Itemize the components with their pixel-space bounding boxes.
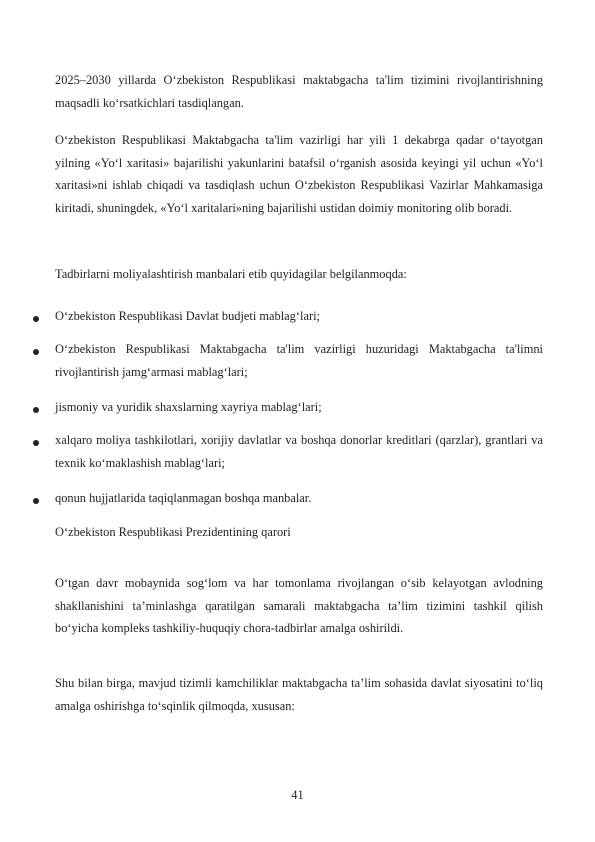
ministry-paragraph: O‘zbekiston Respublikasi Maktabgacha ta'lim vazirligi har yili 1 dekabrga qadar o‘tayotgan yilning «Yo‘l xaritasi» bajarilishi yakunlarini batafsil o‘rganish asosida keyingi yil uchun «Yo‘l xaritasi»ni ishlab chiqadi va tasdiqlash uchun O‘zbekiston Respublikasi Vazirlar Mahkamasiga kiritadi, shuningdek, «Yo‘l xaritalari»ning bajarilishi ustidan doimiy monitoring olib boradi. (55, 133, 543, 215)
intro-paragraph: 2025–2030 yillarda O‘zbekiston Respublikasi maktabgacha ta'lim tizimini rivojlantirishning maqsadli ko‘rsatkichlari tasdiqlangan. (55, 73, 543, 110)
page-number: 41 (291, 788, 304, 802)
bullet-icon (33, 407, 39, 413)
bullet-icon (33, 498, 39, 504)
list-item: jismoniy va yuridik shaxslarning xayriya mablag‘lari; (55, 400, 322, 414)
list-item: xalqaro moliya tashkilotlari, xorijiy davlatlar va boshqa donorlar kreditlari (qarzlar), grantlari va texnik ko‘maklashish mablag‘lari; (55, 433, 543, 470)
funding-intro-paragraph: Tadbirlarni moliyalashtirish manbalari etib quyidagilar belgilanmoqda: (55, 267, 407, 281)
list-item: O‘zbekiston Respublikasi Maktabgacha ta'lim vazirligi huzuridagi Maktabgacha ta'limni rivojlantirish jamg‘armasi mablag‘lari; (55, 342, 543, 379)
past-period-paragraph: O‘tgan davr mobaynida sog‘lom va har tomonlama rivojlangan o‘sib kelayotgan avlodning shakllanishini ta’minlashga qaratilgan samarali maktabgacha ta’lim tizimini tashkil qilish bo‘yicha kompleks tashkiliy-huquqiy chora-tadbirlar amalga oshirildi. (55, 576, 543, 635)
decree-title: O‘zbekiston Respublikasi Prezidentining qarori (55, 525, 291, 539)
list-item: qonun hujjatlarida taqiqlanmagan boshqa manbalar. (55, 491, 312, 505)
bullet-icon (33, 316, 39, 322)
list-item: O‘zbekiston Respublikasi Davlat budjeti mablag‘lari; (55, 309, 320, 323)
shortcomings-paragraph: Shu bilan birga, mavjud tizimli kamchiliklar maktabgacha ta’lim sohasida davlat siyosatini to‘liq amalga oshirishga to‘sqinlik qilmoqda, xususan: (55, 676, 543, 713)
bullet-icon (33, 440, 39, 446)
bullet-icon (33, 349, 39, 355)
